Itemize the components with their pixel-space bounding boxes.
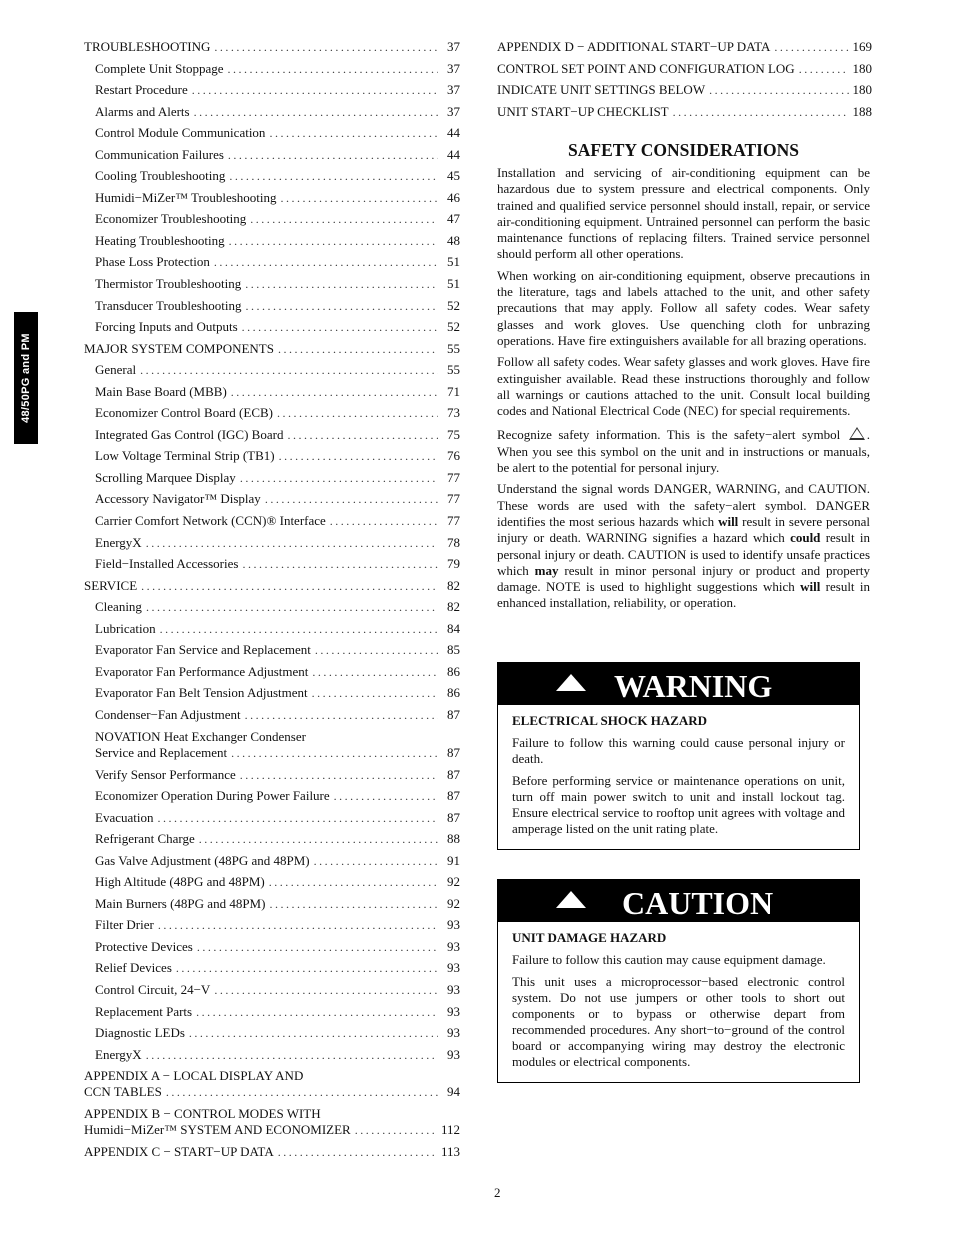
toc-page-number: 93 <box>447 981 460 997</box>
toc-entry-title: APPENDIX B − CONTROL MODES WITH <box>84 1106 321 1122</box>
toc-leader-dots <box>279 446 438 467</box>
toc-entry-title: APPENDIX D − ADDITIONAL START−UP DATA <box>497 39 771 54</box>
toc-leader-dots <box>245 705 438 726</box>
toc-entry <box>84 661 460 683</box>
toc-entry <box>497 58 872 80</box>
toc-entry-title: Cleaning <box>95 599 142 615</box>
side-tab-label: 48/50PG and PM <box>20 333 32 423</box>
toc-leader-dots <box>196 1002 438 1023</box>
toc-leader-dots <box>197 937 438 958</box>
toc-leader-dots <box>140 360 438 381</box>
toc-entry-title: Evaporator Fan Performance Adjustment <box>95 663 309 679</box>
toc-leader-dots <box>166 1084 438 1100</box>
warning-paragraph: Before performing service or maintenance operations on unit, turn off main power switch to unit and install lockout tag. Ensure electrical service to rooftop unit agrees with voltage and amperage listed on the unit rating plate. <box>512 773 845 836</box>
toc-entry-title: Forcing Inputs and Outputs <box>95 319 238 335</box>
toc-page-number: 37 <box>447 60 460 76</box>
toc-entry <box>84 575 460 597</box>
warning-box <box>497 662 860 850</box>
toc-page-number: 51 <box>447 254 460 270</box>
toc-entry <box>84 165 460 187</box>
toc-leader-dots <box>229 166 438 187</box>
toc-page-number: 87 <box>447 706 460 722</box>
toc-page-number: 93 <box>447 1046 460 1062</box>
toc-entry-line2 <box>95 745 460 761</box>
safety-body <box>497 165 870 617</box>
toc-entry-title: Lubrication <box>95 620 156 636</box>
toc-entry-title: Refrigerant Charge <box>95 831 195 847</box>
toc-entry <box>84 1141 460 1163</box>
caution-header <box>498 880 859 922</box>
safety-alert-icon <box>849 427 865 440</box>
toc-leader-dots <box>287 425 438 446</box>
toc-leader-dots <box>355 1122 437 1138</box>
toc-leader-dots <box>214 37 438 58</box>
toc-entry-title: SERVICE <box>84 577 138 593</box>
toc-page-number: 87 <box>447 744 460 760</box>
toc-entry <box>497 36 872 58</box>
toc-entry-title: Main Burners (48PG and 48PM) <box>95 895 266 911</box>
toc-page-number: 37 <box>447 103 460 119</box>
toc-entry-title: Evaporator Fan Belt Tension Adjustment <box>95 685 308 701</box>
toc-leader-dots <box>157 808 438 829</box>
emphasis-word: will <box>800 579 821 595</box>
toc-leader-dots <box>192 80 438 101</box>
emphasis-word: will <box>718 513 739 529</box>
safety-text: result in enhanced installation, reliability, or operation. <box>497 579 870 611</box>
toc-entry-title: Thermistor Troubleshooting <box>95 276 242 292</box>
toc-page-number: 93 <box>447 1003 460 1019</box>
toc-leader-dots <box>146 1045 438 1066</box>
toc-right-column <box>497 36 872 122</box>
toc-entry <box>84 893 460 915</box>
toc-entry <box>84 467 460 489</box>
toc-entry <box>84 785 460 807</box>
toc-leader-dots <box>146 533 438 554</box>
toc-page-number: 55 <box>447 362 460 378</box>
toc-entry-title: NOVATION Heat Exchanger Condenser <box>95 728 306 744</box>
toc-entry <box>84 682 460 704</box>
toc-entry-title-continued: Service and Replacement <box>95 744 228 760</box>
toc-entry <box>84 936 460 958</box>
toc-entry-title: APPENDIX C − START−UP DATA <box>84 1144 274 1160</box>
toc-entry-title: Scrolling Marquee Display <box>95 469 236 485</box>
toc-entry-title: Phase Loss Protection <box>95 254 210 270</box>
safety-text: result in severe personal injury or death. WARNING signifies a hazard which <box>497 513 871 546</box>
toc-entry-title: CONTROL SET POINT AND CONFIGURATION LOG <box>497 60 795 76</box>
toc-entry-title: Evaporator Fan Service and Replacement <box>95 642 311 658</box>
toc-entry-line2 <box>84 1122 460 1138</box>
toc-entry <box>84 704 460 726</box>
toc-leader-dots <box>158 915 438 936</box>
toc-page-number: 94 <box>447 1084 460 1100</box>
safety-paragraph <box>497 481 870 611</box>
toc-entry-title: Protective Devices <box>95 938 193 954</box>
safety-text: Recognize safety information. This is the safety−alert symbol <box>497 427 841 443</box>
toc-entry <box>84 596 460 618</box>
toc-left-column <box>84 36 460 1163</box>
toc-leader-dots <box>214 252 438 273</box>
toc-leader-dots <box>799 59 849 80</box>
safety-text: result in personal injury or death. CAUTION is used to identify unsafe practices which <box>497 530 870 578</box>
toc-page-number: 71 <box>447 383 460 399</box>
toc-entry <box>84 273 460 295</box>
toc-entry-title: INDICATE UNIT SETTINGS BELOW <box>497 82 706 98</box>
toc-entry <box>84 402 460 424</box>
toc-entry <box>84 295 460 317</box>
toc-entry-title: Gas Valve Adjustment (48PG and 48PM) <box>95 852 310 868</box>
warning-header <box>498 663 859 705</box>
toc-entry <box>84 914 460 936</box>
toc-leader-dots <box>242 317 438 338</box>
toc-entry-title: Control Circuit, 24−V <box>95 981 211 997</box>
toc-entry-title: Transducer Troubleshooting <box>95 297 242 313</box>
toc-entry-title: Accessory Navigator™ Display <box>95 491 261 507</box>
toc-entry <box>84 850 460 872</box>
toc-page-number: 91 <box>447 852 460 868</box>
toc-entry-title: Cooling Troubleshooting <box>95 168 226 184</box>
toc-entry-title: Integrated Gas Control (IGC) Board <box>95 426 284 442</box>
toc-leader-dots <box>709 80 848 101</box>
toc-page-number: 73 <box>447 405 460 421</box>
toc-entry <box>84 871 460 893</box>
toc-entry <box>84 979 460 1001</box>
toc-leader-dots <box>315 640 438 661</box>
toc-leader-dots <box>269 123 438 144</box>
toc-entry <box>84 445 460 467</box>
warning-header-text: WARNING <box>614 668 773 704</box>
caution-triangle-icon <box>556 891 586 908</box>
toc-page-number: 93 <box>447 960 460 976</box>
toc-entry <box>84 639 460 661</box>
toc-leader-dots <box>334 786 438 807</box>
section-side-tab <box>14 312 38 444</box>
toc-leader-dots <box>214 980 438 1001</box>
toc-entry-title: UNIT START−UP CHECKLIST <box>497 103 669 119</box>
toc-entry <box>84 58 460 80</box>
toc-leader-dots <box>189 1023 438 1044</box>
toc-page-number: 37 <box>447 39 460 54</box>
toc-page-number: 44 <box>447 146 460 162</box>
toc-leader-dots <box>194 102 438 123</box>
toc-entry-title: Communication Failures <box>95 146 224 162</box>
safety-heading: SAFETY CONSIDERATIONS <box>568 140 799 160</box>
toc-entry-title: Heating Troubleshooting <box>95 232 225 248</box>
toc-entry <box>84 79 460 101</box>
toc-leader-dots <box>231 745 438 761</box>
toc-page-number: 180 <box>852 60 872 76</box>
toc-page-number: 180 <box>852 82 872 98</box>
toc-entry-title: Main Base Board (MBB) <box>95 383 227 399</box>
toc-page-number: 84 <box>447 620 460 636</box>
toc-entry <box>497 101 872 123</box>
caution-content <box>498 922 859 1082</box>
toc-page-number: 82 <box>447 599 460 615</box>
emphasis-word: may <box>534 562 559 578</box>
toc-entry <box>84 618 460 640</box>
toc-leader-dots <box>146 597 438 618</box>
toc-entry-title: Condenser−Fan Adjustment <box>95 706 241 722</box>
toc-page-number: 112 <box>440 1122 460 1138</box>
toc-entry <box>84 488 460 510</box>
toc-entry-title: Economizer Control Board (ECB) <box>95 405 273 421</box>
toc-page-number: 77 <box>447 491 460 507</box>
toc-leader-dots <box>245 274 438 295</box>
warning-content <box>498 705 859 849</box>
toc-leader-dots <box>240 468 438 489</box>
toc-page-number: 79 <box>447 556 460 572</box>
toc-entry-title: EnergyX <box>95 534 142 550</box>
toc-leader-dots <box>314 851 438 872</box>
toc-entry <box>84 828 460 850</box>
toc-leader-dots <box>281 188 439 209</box>
warning-paragraph: Failure to follow this warning could cause personal injury or death. <box>512 735 845 766</box>
toc-entry <box>84 1044 460 1066</box>
toc-leader-dots <box>673 102 849 123</box>
toc-page-number: 75 <box>447 426 460 442</box>
toc-entry <box>84 230 460 252</box>
toc-entry-title: Low Voltage Terminal Strip (TB1) <box>95 448 275 464</box>
toc-entry <box>84 1022 460 1044</box>
toc-leader-dots <box>141 576 438 597</box>
toc-entry <box>84 187 460 209</box>
toc-page-number: 52 <box>447 319 460 335</box>
toc-page-number: 88 <box>447 831 460 847</box>
toc-page-number: 78 <box>447 534 460 550</box>
toc-leader-dots <box>312 662 438 683</box>
toc-leader-dots <box>330 511 438 532</box>
toc-entry <box>84 764 460 786</box>
toc-page-number: 44 <box>447 125 460 141</box>
toc-entry <box>84 101 460 123</box>
toc-entry-title: Relief Devices <box>95 960 172 976</box>
toc-entry-title: APPENDIX A − LOCAL DISPLAY AND <box>84 1068 304 1084</box>
toc-page-number: 47 <box>447 211 460 227</box>
toc-leader-dots <box>228 145 438 166</box>
toc-entry-title: Replacement Parts <box>95 1003 193 1019</box>
toc-entry-title: Complete Unit Stoppage <box>95 60 224 76</box>
toc-page-number: 93 <box>447 938 460 954</box>
safety-text: . When you see this symbol on the unit and in instructions or manuals, be alert to the potential for personal injury. <box>497 427 870 476</box>
toc-entry <box>84 553 460 575</box>
caution-paragraph: Failure to follow this caution may cause equipment damage. <box>512 952 826 967</box>
toc-page-number: 92 <box>447 874 460 890</box>
warning-title: ELECTRICAL SHOCK HAZARD <box>512 713 708 728</box>
toc-page-number: 86 <box>447 685 460 701</box>
safety-paragraph <box>497 427 870 476</box>
toc-entry-title-continued: CCN TABLES <box>84 1084 162 1100</box>
toc-page-number: 85 <box>447 642 460 658</box>
toc-page-number: 77 <box>447 513 460 529</box>
toc-page-number: 188 <box>852 103 872 119</box>
toc-entry <box>84 424 460 446</box>
safety-paragraph: Installation and servicing of air-conditioning equipment can be hazardous due to system pressure and electrical components. Only trained and qualified service personnel should install, repair, or service air-conditioning equipment. Untrained personnel can perform the basic maintenance functions of replacing filters. Trained service personnel should perform all other operations. <box>497 165 870 262</box>
toc-leader-dots <box>176 958 438 979</box>
toc-entry <box>84 338 460 360</box>
toc-entry <box>84 532 460 554</box>
toc-entry <box>84 1065 460 1103</box>
toc-entry-title: Restart Procedure <box>95 82 188 98</box>
toc-entry-title: Field−Installed Accessories <box>95 556 239 572</box>
toc-entry-title: General <box>95 362 137 378</box>
safety-text: result in minor personal injury or product and property damage. NOTE is used to highlight suggestions which <box>497 562 870 595</box>
toc-leader-dots <box>240 765 438 786</box>
toc-page-number: 87 <box>447 788 460 804</box>
toc-entry-title: MAJOR SYSTEM COMPONENTS <box>84 340 274 356</box>
toc-leader-dots <box>246 296 438 317</box>
toc-page-number: 45 <box>447 168 460 184</box>
toc-entry-title: EnergyX <box>95 1046 142 1062</box>
warning-triangle-icon <box>556 674 586 691</box>
page-number: 2 <box>494 1185 501 1200</box>
toc-leader-dots <box>229 231 438 252</box>
toc-entry <box>84 36 460 58</box>
toc-entry-title: High Altitude (48PG and 48PM) <box>95 874 265 890</box>
toc-leader-dots <box>160 619 438 640</box>
toc-page-number: 76 <box>447 448 460 464</box>
toc-entry <box>84 957 460 979</box>
toc-leader-dots <box>250 209 438 230</box>
caution-title: UNIT DAMAGE HAZARD <box>512 930 667 945</box>
toc-entry <box>84 208 460 230</box>
toc-entry-title: Alarms and Alerts <box>95 103 190 119</box>
toc-page-number: 169 <box>852 39 872 54</box>
toc-page-number: 93 <box>447 1025 460 1041</box>
emphasis-word: could <box>790 530 821 546</box>
toc-page-number: 87 <box>447 809 460 825</box>
toc-page-number: 46 <box>447 189 460 205</box>
toc-entry-title: Humidi−MiZer™ Troubleshooting <box>95 189 277 205</box>
toc-entry-title: Economizer Operation During Power Failure <box>95 788 330 804</box>
toc-page-number: 113 <box>440 1144 460 1160</box>
toc-entry-title: Evacuation <box>95 809 154 825</box>
toc-page-number: 92 <box>447 895 460 911</box>
toc-entry <box>84 251 460 273</box>
toc-page-number: 87 <box>447 766 460 782</box>
toc-leader-dots <box>774 37 848 58</box>
toc-entry-title: Verify Sensor Performance <box>95 766 236 782</box>
toc-page-number: 55 <box>447 340 460 356</box>
toc-entry <box>84 807 460 829</box>
caution-header-text: CAUTION <box>622 885 774 921</box>
toc-entry-title: Diagnostic LEDs <box>95 1025 185 1041</box>
toc-entry <box>84 510 460 532</box>
toc-page-number: 52 <box>447 297 460 313</box>
toc-entry-title: Economizer Troubleshooting <box>95 211 247 227</box>
caution-box <box>497 879 860 1083</box>
toc-entry <box>84 316 460 338</box>
toc-entry <box>497 79 872 101</box>
toc-entry <box>84 381 460 403</box>
toc-entry-title: Carrier Comfort Network (CCN)® Interface <box>95 513 326 529</box>
toc-entry-line2 <box>84 1084 460 1100</box>
toc-leader-dots <box>269 872 438 893</box>
toc-leader-dots <box>199 829 438 850</box>
toc-leader-dots <box>277 403 438 424</box>
toc-page-number: 86 <box>447 663 460 679</box>
toc-leader-dots <box>242 554 438 575</box>
toc-page-number: 82 <box>447 577 460 593</box>
toc-entry <box>84 122 460 144</box>
toc-entry-title: Control Module Communication <box>95 125 266 141</box>
toc-entry <box>84 726 460 764</box>
safety-paragraph: When working on air-conditioning equipment, observe precautions in the literature, tags and labels attached to the unit, and other safety precautions that may apply. Follow all safety codes. Wear safety glasses and work gloves. Use quenching cloth for unbrazing operations. Have fire extinguishers available for all brazing operations. <box>497 267 870 348</box>
toc-entry <box>84 1103 460 1141</box>
toc-leader-dots <box>278 339 438 360</box>
safety-text: Understand the signal words DANGER, WARNING, and CAUTION. These words are used with the safety−alert symbol. DANGER identifies the most serious hazards which <box>497 481 870 529</box>
toc-page-number: 93 <box>447 917 460 933</box>
toc-leader-dots <box>269 894 438 915</box>
toc-page-number: 37 <box>447 82 460 98</box>
toc-entry <box>84 359 460 381</box>
toc-leader-dots <box>278 1142 437 1163</box>
toc-page-number: 48 <box>447 232 460 248</box>
toc-page-number: 77 <box>447 469 460 485</box>
toc-leader-dots <box>231 382 438 403</box>
toc-leader-dots <box>265 489 438 510</box>
toc-entry <box>84 144 460 166</box>
toc-entry-title: TROUBLESHOOTING <box>84 39 211 54</box>
toc-entry <box>84 1001 460 1023</box>
toc-leader-dots <box>312 683 438 704</box>
safety-paragraph: Follow all safety codes. Wear safety glasses and work gloves. Have fire extinguisher available. Read these instructions thoroughly and follow all warnings or cautions attached to the unit. Consult local building codes and National Electrical Code (NEC) for special requirements. <box>497 354 870 419</box>
toc-entry-title-continued: Humidi−MiZer™ SYSTEM AND ECONOMIZER <box>84 1122 351 1138</box>
toc-page-number: 51 <box>447 276 460 292</box>
toc-leader-dots <box>228 59 438 80</box>
caution-paragraph: This unit uses a microprocessor−based electronic control system. Do not use jumpers or other tools to short out components or to bypass or otherwise depart from recommended procedures. Any short−to−ground of the control board or accompanying wiring may destroy the electronic modules or electrical components. <box>512 974 845 1069</box>
toc-entry-title: Filter Drier <box>95 917 154 933</box>
